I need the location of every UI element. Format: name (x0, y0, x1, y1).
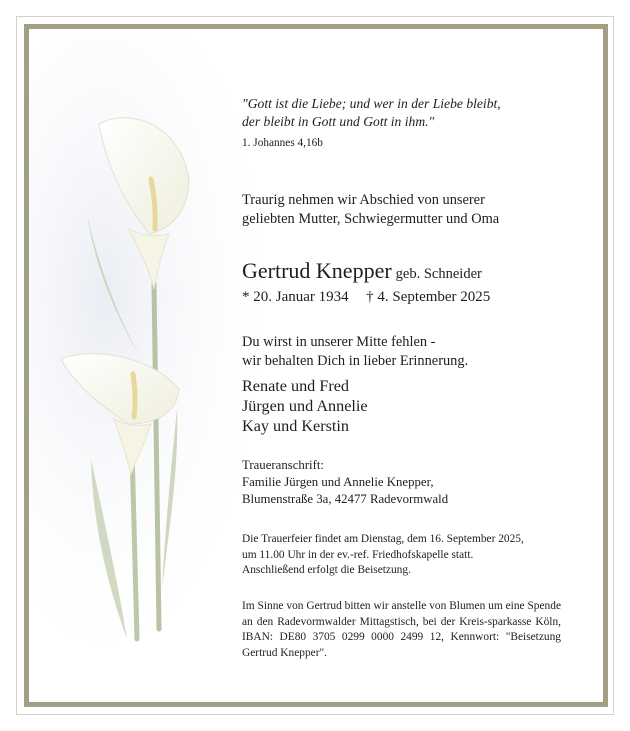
bible-quote (242, 95, 501, 131)
deceased-name: Gertrud Knepper (242, 258, 392, 283)
bible-quote-line: "Gott ist die Liebe; und wer in der Liebe bleibt, (242, 96, 501, 111)
maiden-name: geb. Schneider (395, 266, 482, 282)
obituary-frame (24, 24, 608, 707)
mourner: Renate und Fred (242, 377, 349, 395)
calla-lily-illustration (29, 29, 259, 702)
death-date: † 4. September 2025 (366, 289, 491, 305)
mourners-list (242, 376, 368, 436)
intro-text (242, 191, 499, 228)
mourner: Kay und Kerstin (242, 417, 349, 435)
funeral-service-info (242, 532, 524, 579)
address-label: Traueranschrift: (242, 458, 324, 472)
donation-request: Im Sinne von Gertrud bitten wir anstelle von Blumen um eine Spende an den Radevormwalder Mittagstisch, bei der Kreis-sparkasse Köln, IBAN: DE80 3705 0299 0000 2499 12, Kennwort: "Beisetzung Gertrud Knepper". (242, 600, 561, 659)
intro-line: Traurig nehmen wir Abschied von unserer (242, 192, 485, 208)
service-line: Die Trauerfeier findet am Dienstag, dem 16. September 2025, (242, 533, 524, 545)
mourning-address (242, 457, 448, 508)
bible-quote-line: der bleibt in Gott und Gott in ihm." (242, 114, 435, 129)
service-line: um 11.00 Uhr in der ev.-ref. Friedhofskapelle statt. (242, 548, 474, 561)
address-line: Familie Jürgen und Annelie Knepper, (242, 475, 434, 489)
closing-line: Du wirst in unserer Mitte fehlen - (242, 334, 436, 350)
deceased-heading (242, 258, 482, 284)
mourner: Jürgen und Annelie (242, 397, 368, 415)
intro-line: geliebten Mutter, Schwiegermutter und Oma (242, 210, 500, 227)
bible-reference: 1. Johannes 4,16b (242, 137, 323, 149)
closing-words (242, 333, 468, 371)
closing-line: wir behalten Dich in lieber Erinnerung. (242, 353, 469, 369)
service-line: Anschließend erfolgt die Beisetzung. (242, 564, 411, 576)
life-dates (242, 289, 490, 306)
birth-date: * 20. Januar 1934 (242, 289, 349, 305)
address-line: Blumenstraße 3a, 42477 Radevormwald (242, 492, 449, 506)
